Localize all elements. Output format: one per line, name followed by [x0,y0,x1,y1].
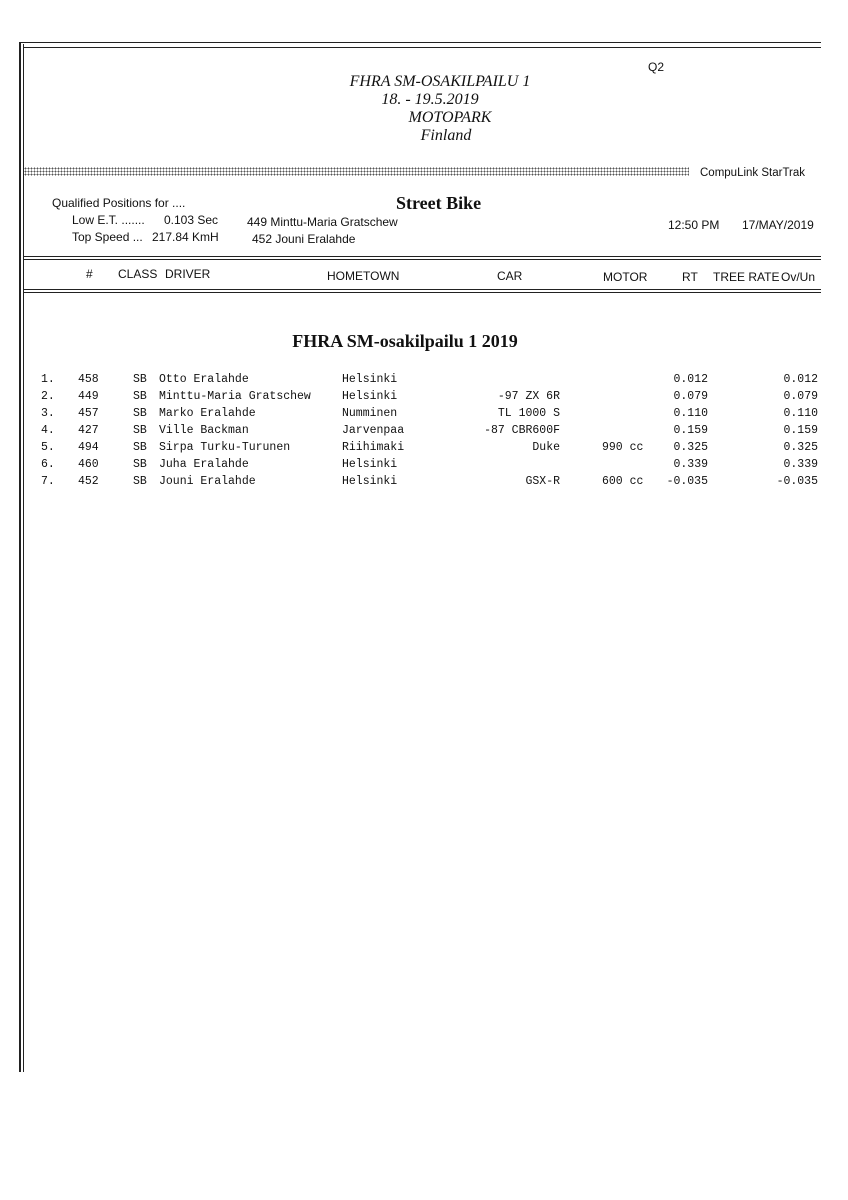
row-hometown: Helsinki [342,373,398,386]
row-cls: SB [133,458,147,471]
col-tree-rate: TREE RATE [713,270,780,284]
row-cls: SB [133,475,147,488]
row-num: 460 [78,458,99,471]
row-pos: 6. [41,458,55,471]
row-hometown: Riihimaki [342,441,405,454]
top-border [19,42,821,43]
row-driver: Minttu-Maria Gratschew [159,390,311,403]
header-rule-bottom [23,289,821,290]
row-rt: 0.339 [673,458,708,471]
row-num: 458 [78,373,99,386]
row-ovun: 0.012 [783,373,818,386]
row-car: Duke [532,441,560,454]
row-cls: SB [133,407,147,420]
page-code: Q2 [648,60,665,74]
row-rt: 0.110 [673,407,708,420]
low-et-value: 0.103 Sec [164,213,219,227]
qualified-label: Qualified Positions for .... [52,196,186,210]
top-border-inner [23,47,821,48]
col-num: # [86,267,93,281]
row-cls: SB [133,441,147,454]
row-ovun: 0.339 [783,458,818,471]
row-pos: 7. [41,475,55,488]
row-ovun: 0.110 [783,407,818,420]
row-ovun: 0.325 [783,441,818,454]
col-class: CLASS [118,267,158,281]
col-hometown: HOMETOWN [327,269,400,283]
row-motor: 600 cc [602,475,644,488]
row-num: 494 [78,441,99,454]
row-num: 457 [78,407,99,420]
row-hometown: Jarvenpaa [342,424,405,437]
row-pos: 2. [41,390,55,403]
low-et-label: Low E.T. ....... [72,213,145,227]
col-rt: RT [682,270,698,284]
meeting-dates: 18. - 19.5.2019 [381,91,479,108]
row-driver: Ville Backman [159,424,249,437]
header-rule-top [23,256,821,257]
row-cls: SB [133,390,147,403]
meeting-country: Finland [420,127,472,144]
dotted-band [24,167,689,176]
row-pos: 1. [41,373,55,386]
top-speed-holder: 452 Jouni Eralahde [252,232,356,246]
meeting-venue: MOTOPARK [408,109,492,126]
row-rt: 0.159 [673,424,708,437]
left-border-inner [23,44,24,1072]
left-border [19,42,21,1072]
row-cls: SB [133,424,147,437]
report-time: 12:50 PM [668,218,720,232]
row-rt: 0.325 [673,441,708,454]
row-car: GSX-R [525,475,560,488]
row-driver: Jouni Eralahde [159,475,256,488]
col-ovun: Ov/Un [781,270,816,284]
row-hometown: Helsinki [342,475,398,488]
top-speed-label: Top Speed ... [72,230,143,244]
col-car: CAR [497,269,523,283]
col-driver: DRIVER [165,267,211,281]
row-pos: 3. [41,407,55,420]
report-date: 17/MAY/2019 [742,218,814,232]
row-car: -97 ZX 6R [497,390,560,403]
row-ovun: 0.159 [783,424,818,437]
row-num: 449 [78,390,99,403]
row-cls: SB [133,373,147,386]
header-rule-bottom-2 [23,292,821,293]
row-pos: 5. [41,441,55,454]
row-hometown: Helsinki [342,458,398,471]
row-pos: 4. [41,424,55,437]
row-num: 452 [78,475,99,488]
row-driver: Juha Eralahde [159,458,249,471]
low-et-holder: 449 Minttu-Maria Gratschew [247,215,398,229]
row-rt: 0.012 [673,373,708,386]
row-num: 427 [78,424,99,437]
timing-system: CompuLink StarTrak [700,167,806,179]
top-speed-value: 217.84 KmH [152,230,219,244]
row-hometown: Numminen [342,407,398,420]
row-rt: 0.079 [673,390,708,403]
row-car: -87 CBR600F [484,424,560,437]
row-car: TL 1000 S [497,407,560,420]
row-ovun: -0.035 [776,475,818,488]
row-driver: Otto Eralahde [159,373,249,386]
event-heading: FHRA SM-osakilpailu 1 2019 [292,331,518,351]
col-motor: MOTOR [603,270,648,284]
row-motor: 990 cc [602,441,644,454]
row-driver: Marko Eralahde [159,407,256,420]
meeting-title: FHRA SM-OSAKILPAILU 1 [349,73,531,90]
row-ovun: 0.079 [783,390,818,403]
row-rt: -0.035 [666,475,708,488]
class-name: Street Bike [396,193,482,213]
header-rule-top-2 [23,259,821,260]
row-hometown: Helsinki [342,390,398,403]
row-driver: Sirpa Turku-Turunen [159,441,291,454]
